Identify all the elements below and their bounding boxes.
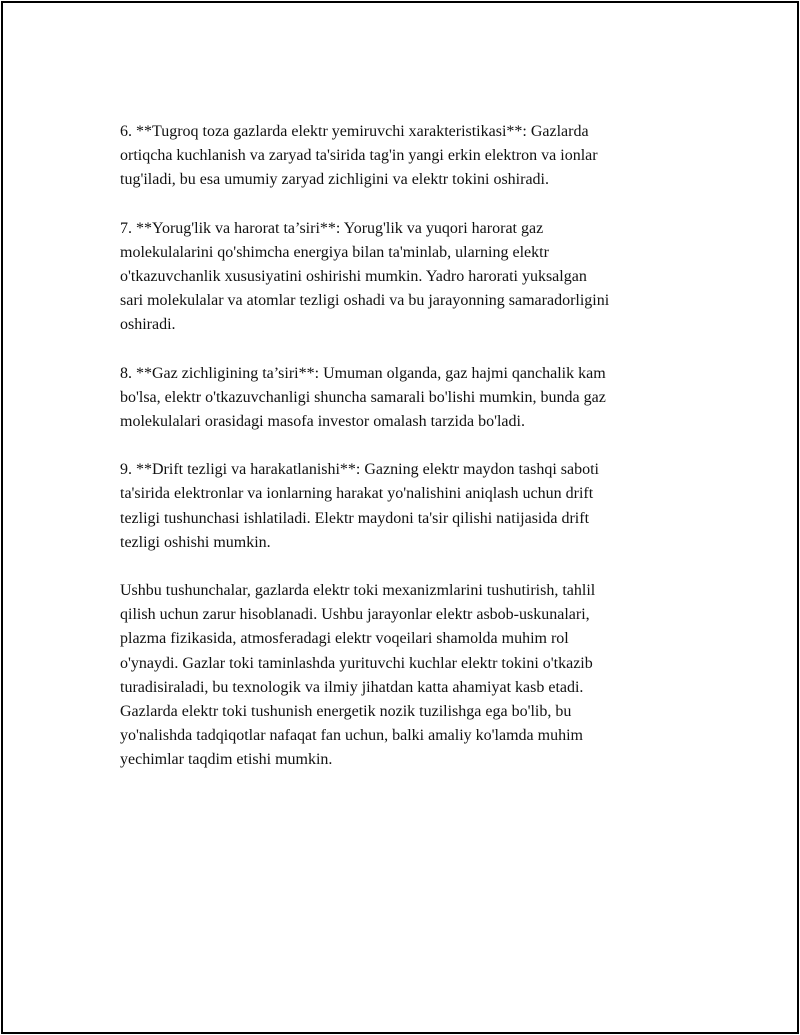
text-line: 7. **Yorug'lik va harorat ta’siri**: Yorug'lik va yuqori harorat gaz [120, 219, 544, 237]
text-line: Gazlarda elektr toki tushunish energetik nozik tuzilishga ega bo'lib, bu [120, 703, 572, 721]
text-line: ortiqcha kuchlanish va zaryad ta'sirida tag'in yangi erkin elektron va ionlar [120, 147, 598, 165]
text-line: tezligi tushunchasi ishlatiladi. Elektr maydoni ta'sir qilishi natijasida drift [120, 509, 590, 527]
text-line: tezligi oshishi mumkin. [120, 533, 271, 551]
paragraph-7 [120, 217, 694, 338]
text-line: ta'sirida elektronlar va ionlarning harakat yo'nalishini aniqlash uchun drift [120, 485, 594, 503]
document-body [120, 120, 694, 797]
text-line: o'tkazuvchanlik xususiyatini oshirishi mumkin. Yadro harorati yuksalgan [120, 268, 587, 286]
text-line: qilish uchun zarur hisoblanadi. Ushbu jarayonlar elektr asbob-uskunalari, [120, 606, 590, 624]
paragraph-8 [120, 362, 694, 435]
text-line: molekulalari orasidagi masofa investor omalash tarzida bo'ladi. [120, 413, 525, 431]
text-line: tug'iladi, bu esa umumiy zaryad zichligini va elektr tokini oshiradi. [120, 171, 549, 189]
page-border [1, 1, 799, 1034]
text-line: sari molekulalar va atomlar tezligi oshadi va bu jarayonning samaradorligini [120, 292, 610, 310]
text-line: turadisiraladi, bu texnologik va ilmiy jihatdan katta ahamiyat kasb etadi. [120, 678, 584, 696]
paragraph-conclusion [120, 579, 694, 773]
text-line: yo'nalishda tadqiqotlar nafaqat fan uchun, balki amaliy ko'lamda muhim [120, 727, 583, 745]
text-line: yechimlar taqdim etishi mumkin. [120, 751, 333, 769]
text-line: 9. **Drift tezligi va harakatlanishi**: Gazning elektr maydon tashqi saboti [120, 461, 599, 479]
paragraph-6 [120, 120, 694, 193]
text-line: o'ynaydi. Gazlar toki taminlashda yurituvchi kuchlar elektr tokini o'tkazib [120, 654, 593, 672]
text-line: 8. **Gaz zichligining ta’siri**: Umuman olganda, gaz hajmi qanchalik kam [120, 364, 606, 382]
paragraph-9 [120, 458, 694, 555]
text-line: Ushbu tushunchalar, gazlarda elektr toki mexanizmlarini tushutirish, tahlil [120, 582, 596, 600]
text-line: molekulalarini qo'shimcha energiya bilan ta'minlab, ularning elektr [120, 243, 549, 261]
text-line: oshiradi. [120, 316, 176, 334]
text-line: plazma fizikasida, atmosferadagi elektr voqeilari shamolda muhim rol [120, 630, 569, 648]
text-line: bo'lsa, elektr o'tkazuvchanligi shuncha samarali bo'lishi mumkin, bunda gaz [120, 388, 606, 406]
text-line: 6. **Tugroq toza gazlarda elektr yemiruvchi xarakteristikasi**: Gazlarda [120, 123, 589, 140]
